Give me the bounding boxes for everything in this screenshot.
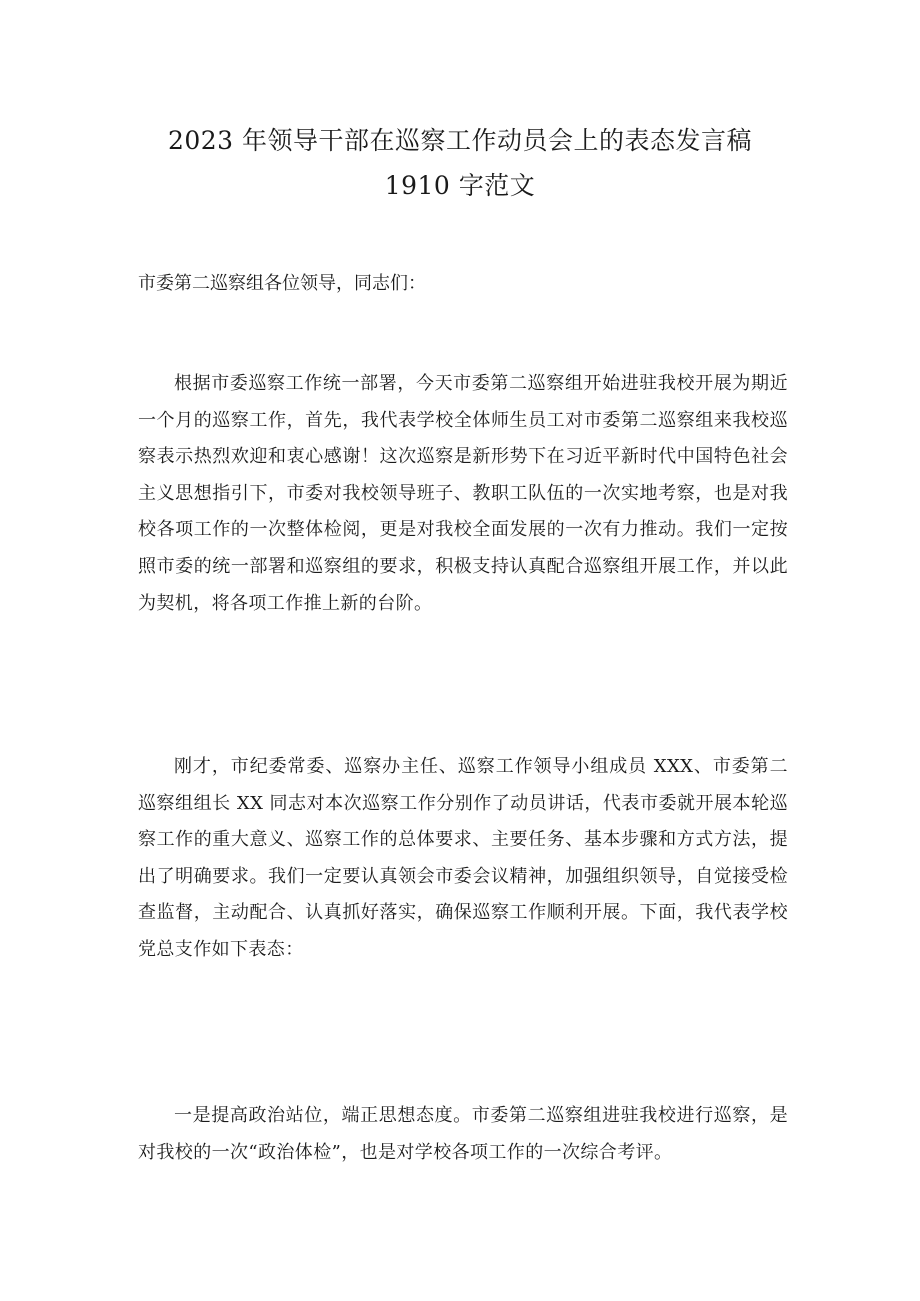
paragraph-3: 一是提高政治站位，端正思想态度。市委第二巡察组进驻我校进行巡察，是对我校的一次“政治体检”，也是对学校各项工作的一次综合考评。 [138, 1105, 788, 1163]
document-title-line-1: 2023 年领导干部在巡察工作动员会上的表态发言稿 [167, 126, 753, 155]
paragraph-2: 刚才，市纪委常委、巡察办主任、巡察工作领导小组成员 XXX、市委第二巡察组组长 XX 同志对本次巡察工作分别作了动员讲话，代表市委就开展本轮巡察工作的重大意义、巡察工作的总体要求、主要任务、基本步骤和方式方法，提出了明确要求。我们一定要认真领会市委会议精神，加强组织领导，自觉接受检查监督，主动配合、认真抓好落实，确保巡察工作顺利开展。下面，我代表学校党总支作如下表态： [138, 756, 788, 960]
paragraph-1: 根据市委巡察工作统一部署，今天市委第二巡察组开始进驻我校开展为期近一个月的巡察工作，首先，我代表学校全体师生员工对市委第二巡察组来我校巡察表示热烈欢迎和衷心感谢！这次巡察是新形势下在习近平新时代中国特色社会主义思想指引下，市委对我校领导班子、教职工队伍的一次实地考察，也是对我校各项工作的一次整体检阅，更是对我校全面发展的一次有力推动。我们一定按照市委的统一部署和巡察组的要求，积极支持认真配合巡察组开展工作，并以此为契机，将各项工作推上新的台阶。 [138, 373, 788, 614]
salutation: 市委第二巡察组各位领导，同志们： [138, 273, 426, 294]
document-title-line-2: 1910 字范文 [384, 171, 536, 200]
